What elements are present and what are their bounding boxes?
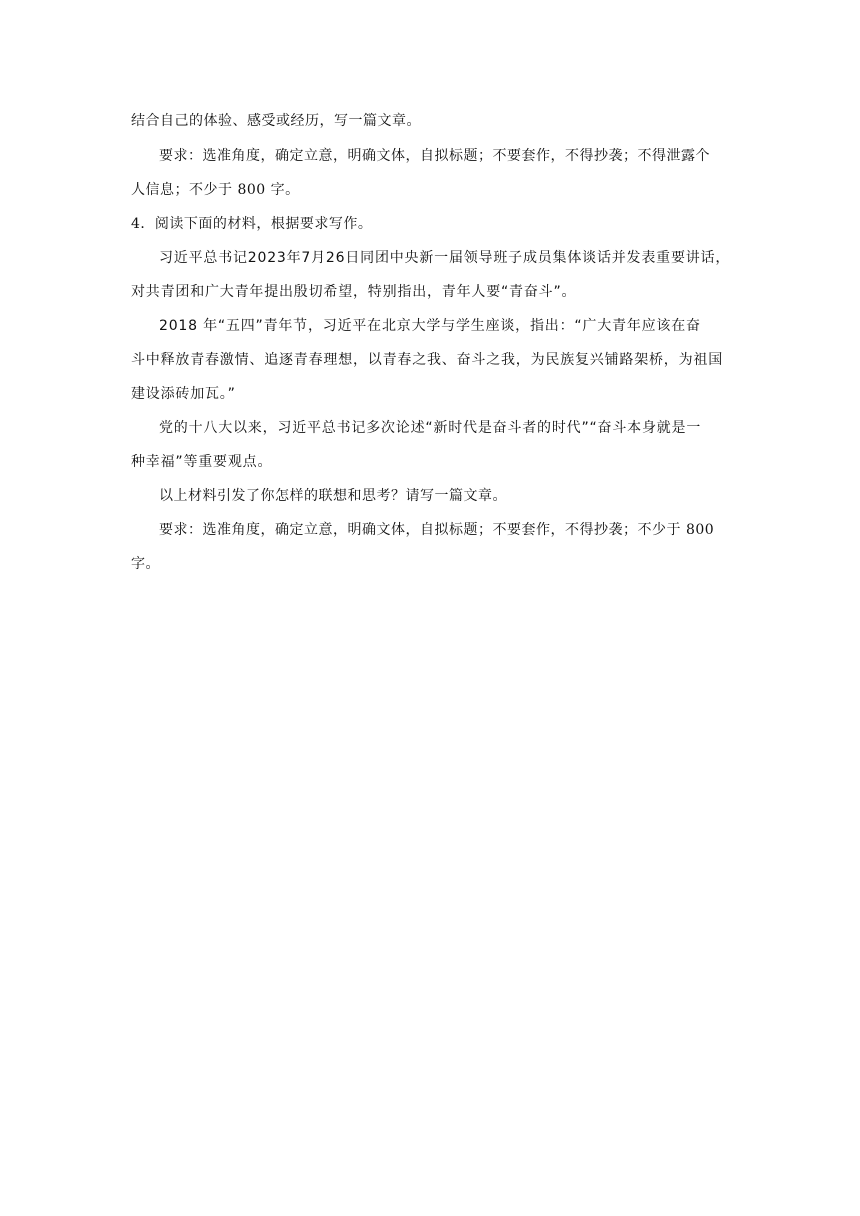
text-line: 种幸福”等重要观点。 xyxy=(131,454,273,470)
text-line: 人信息；不少于 800 字。 xyxy=(131,182,300,198)
text-line: 要求：选准角度，确定立意，明确文体，自拟标题；不要套作，不得抄袭；不少于 800 xyxy=(159,522,715,538)
text-line: 斗中释放青春激情、追逐青春理想，以青春之我、奋斗之我，为民族复兴铺路架桥，为祖国 xyxy=(131,352,723,368)
question-heading: 4．阅读下面的材料，根据要求写作。 xyxy=(131,216,373,232)
text-line: 以上材料引发了你怎样的联想和思考？请写一篇文章。 xyxy=(159,488,507,504)
text-line: 要求：选准角度，确定立意，明确文体，自拟标题；不要套作，不得抄袭；不得泄露个 xyxy=(159,148,710,164)
text-line: 2018 年“五四”青年节，习近平在北京大学与学生座谈，指出：“广大青年应该在奋 xyxy=(159,318,701,334)
text-line: 建设添砖加瓦。” xyxy=(131,386,236,402)
text-line: 字。 xyxy=(131,556,160,572)
text-line: 党的十八大以来，习近平总书记多次论述“新时代是奋斗者的时代”“奋斗本身就是一 xyxy=(159,420,702,436)
text-line: 对共青团和广大青年提出殷切希望，特别指出，青年人要“青奋斗”。 xyxy=(131,284,577,300)
text-line: 习近平总书记2023年7月26日同团中央新一届领导班子成员集体谈话并发表重要讲话， xyxy=(159,250,731,266)
text-line: 结合自己的体验、感受或经历，写一篇文章。 xyxy=(131,113,421,129)
